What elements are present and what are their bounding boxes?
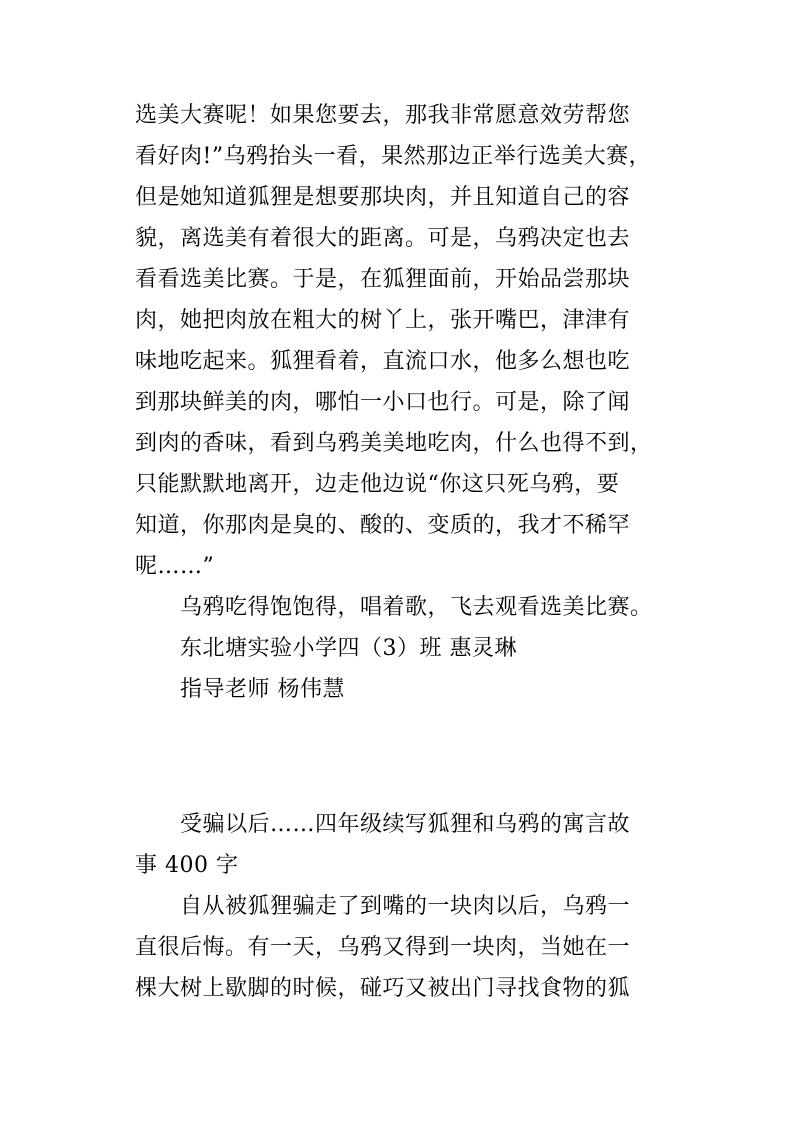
story-text-line: 呢……” — [135, 554, 215, 579]
story-text-line: 肉，她把肉放在粗大的树丫上，张开嘴巴，津津有 — [135, 308, 631, 333]
story-text-line: 知道，你那肉是臭的、酸的、变质的，我才不稀罕 — [135, 513, 631, 538]
story-text-line: 到那块鲜美的肉，哪怕一小口也行。可是，除了闻 — [135, 390, 631, 415]
article-text-line: 直很后悔。有一天，乌鸦又得到一块肉，当她在一 — [135, 935, 631, 960]
story-text-line: 只能默默地离开，边走他边说“你这只死乌鸦，要 — [135, 472, 620, 497]
article-text-line: 自从被狐狸骗走了到嘴的一块肉以后，乌鸦一 — [180, 894, 631, 919]
teacher-line: 指导老师 杨伟慧 — [180, 677, 345, 702]
story-text-line: 看好肉!”乌鸦抬头一看，果然那边正举行选美大赛， — [135, 144, 652, 169]
author-line: 东北塘实验小学四（3）班 惠灵琳 — [180, 636, 517, 661]
article-text-line: 棵大树上歇脚的时候，碰巧又被出门寻找食物的狐 — [135, 976, 631, 1001]
story-text-line: 到肉的香味，看到乌鸦美美地吃肉，什么也得不到， — [135, 431, 653, 456]
article-title-line: 事 400 字 — [135, 853, 239, 878]
article-title-line: 受骗以后……四年级续写狐狸和乌鸦的寓言故 — [180, 812, 631, 837]
story-closing-line: 乌鸦吃得饱饱得，唱着歌，飞去观看选美比赛。 — [180, 595, 653, 620]
story-text-line: 味地吃起来。狐狸看着，直流口水，他多么想也吃 — [135, 349, 631, 374]
story-text-line: 选美大赛呢！如果您要去，那我非常愿意效劳帮您 — [135, 103, 631, 128]
story-text-line: 貌，离选美有着很大的距离。可是，乌鸦决定也去 — [135, 226, 631, 251]
story-text-line: 但是她知道狐狸是想要那块肉，并且知道自己的容 — [135, 185, 631, 210]
story-text-line: 看看选美比赛。于是，在狐狸面前，开始品尝那块 — [135, 267, 631, 292]
